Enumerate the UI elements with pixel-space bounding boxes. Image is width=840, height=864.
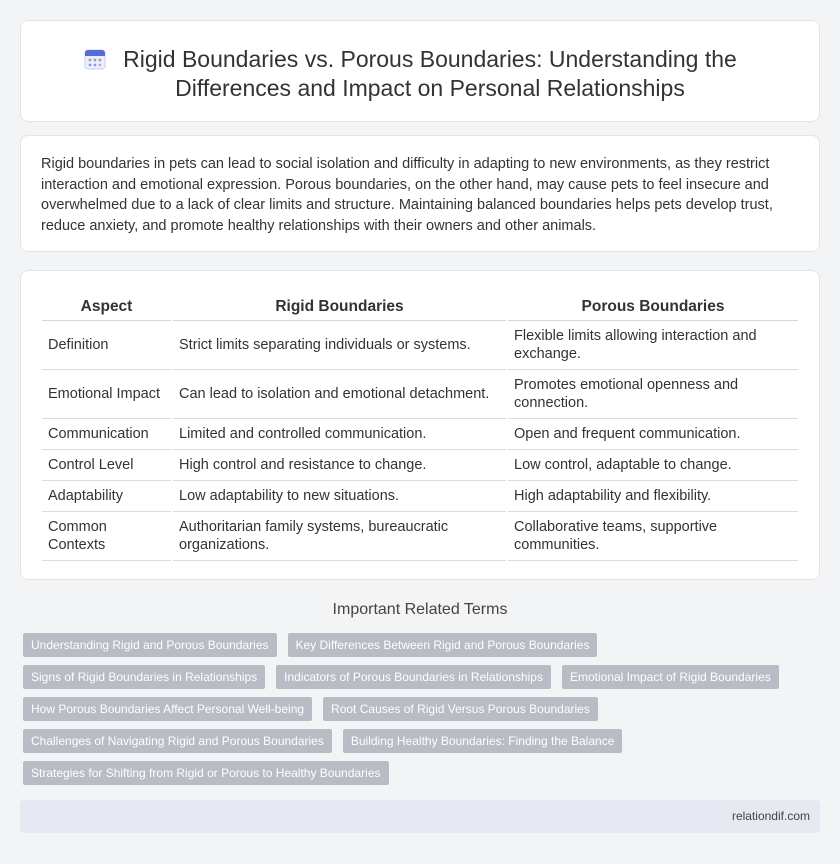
cell-rigid: Limited and controlled communication. [172, 418, 507, 449]
related-terms-heading: Important Related Terms [332, 601, 508, 618]
table-row [42, 418, 798, 449]
related-term-tag[interactable]: Signs of Rigid Boundaries in Relationships [23, 665, 265, 689]
cell-aspect: Control Level [42, 449, 172, 480]
comparison-table [42, 296, 798, 561]
cell-porous: High adaptability and flexibility. [507, 480, 798, 511]
cell-porous: Collaborative teams, supportive communities. [507, 511, 798, 560]
related-term-tag[interactable]: Emotional Impact of Rigid Boundaries [562, 665, 779, 689]
cell-rigid: Authoritarian family systems, bureaucratic organizations. [172, 511, 507, 560]
tag-row [23, 761, 803, 793]
cell-rigid: Strict limits separating individuals or systems. [172, 320, 507, 369]
title-card [20, 20, 820, 122]
table-row [42, 480, 798, 511]
related-term-tag[interactable]: Building Healthy Boundaries: Finding the Balance [343, 729, 623, 753]
comparison-card [20, 270, 820, 580]
cell-porous: Promotes emotional openness and connection. [507, 369, 798, 418]
tag-row [23, 633, 803, 665]
cell-aspect: Communication [42, 418, 172, 449]
tag-row [23, 697, 803, 729]
cell-aspect: Common Contexts [42, 511, 172, 560]
cell-rigid: Can lead to isolation and emotional detachment. [172, 369, 507, 418]
cell-porous: Low control, adaptable to change. [507, 449, 798, 480]
related-term-tag[interactable]: Strategies for Shifting from Rigid or Porous to Healthy Boundaries [23, 761, 389, 785]
intro-card [20, 135, 820, 252]
related-term-tag[interactable]: Indicators of Porous Boundaries in Relationships [276, 665, 551, 689]
related-terms-list [23, 633, 803, 793]
table-row [42, 320, 798, 369]
cell-aspect: Emotional Impact [42, 369, 172, 418]
cell-porous: Open and frequent communication. [507, 418, 798, 449]
related-term-tag[interactable]: How Porous Boundaries Affect Personal Well-being [23, 697, 312, 721]
page-title: Rigid Boundaries vs. Porous Boundaries: Understanding the Differences and Impact on Personal Relationships [123, 46, 737, 101]
cell-porous: Flexible limits allowing interaction and exchange. [507, 320, 798, 369]
footer [20, 800, 820, 833]
header-rigid: Rigid Boundaries [172, 296, 507, 320]
tag-row [23, 729, 803, 761]
cell-rigid: Low adaptability to new situations. [172, 480, 507, 511]
related-term-tag[interactable]: Understanding Rigid and Porous Boundaries [23, 633, 277, 657]
cell-aspect: Adaptability [42, 480, 172, 511]
footer-site-link[interactable]: relationdif.com [731, 809, 810, 823]
table-header-row [42, 296, 798, 320]
related-term-tag[interactable]: Challenges of Navigating Rigid and Porous Boundaries [23, 729, 332, 753]
related-term-tag[interactable]: Root Causes of Rigid Versus Porous Boundaries [323, 697, 598, 721]
tag-row [23, 665, 803, 697]
intro-paragraph: Rigid boundaries in pets can lead to social isolation and difficulty in adapting to new environments, as they restrict interaction and emotional expression. Porous boundaries, on the other hand, may cause pets to feel insecure and overwhelmed due to a lack of clear limits and structure. Maintaining balanced boundaries helps pets develop trust, reduce anxiety, and promote healthy relationships with their owners and other animals. [41, 156, 773, 234]
header-aspect: Aspect [42, 296, 172, 320]
related-term-tag[interactable]: Key Differences Between Rigid and Porous Boundaries [288, 633, 598, 657]
table-row [42, 449, 798, 480]
cell-rigid: High control and resistance to change. [172, 449, 507, 480]
table-row [42, 511, 798, 560]
header-porous: Porous Boundaries [507, 296, 798, 320]
table-row [42, 369, 798, 418]
cell-aspect: Definition [42, 320, 172, 369]
